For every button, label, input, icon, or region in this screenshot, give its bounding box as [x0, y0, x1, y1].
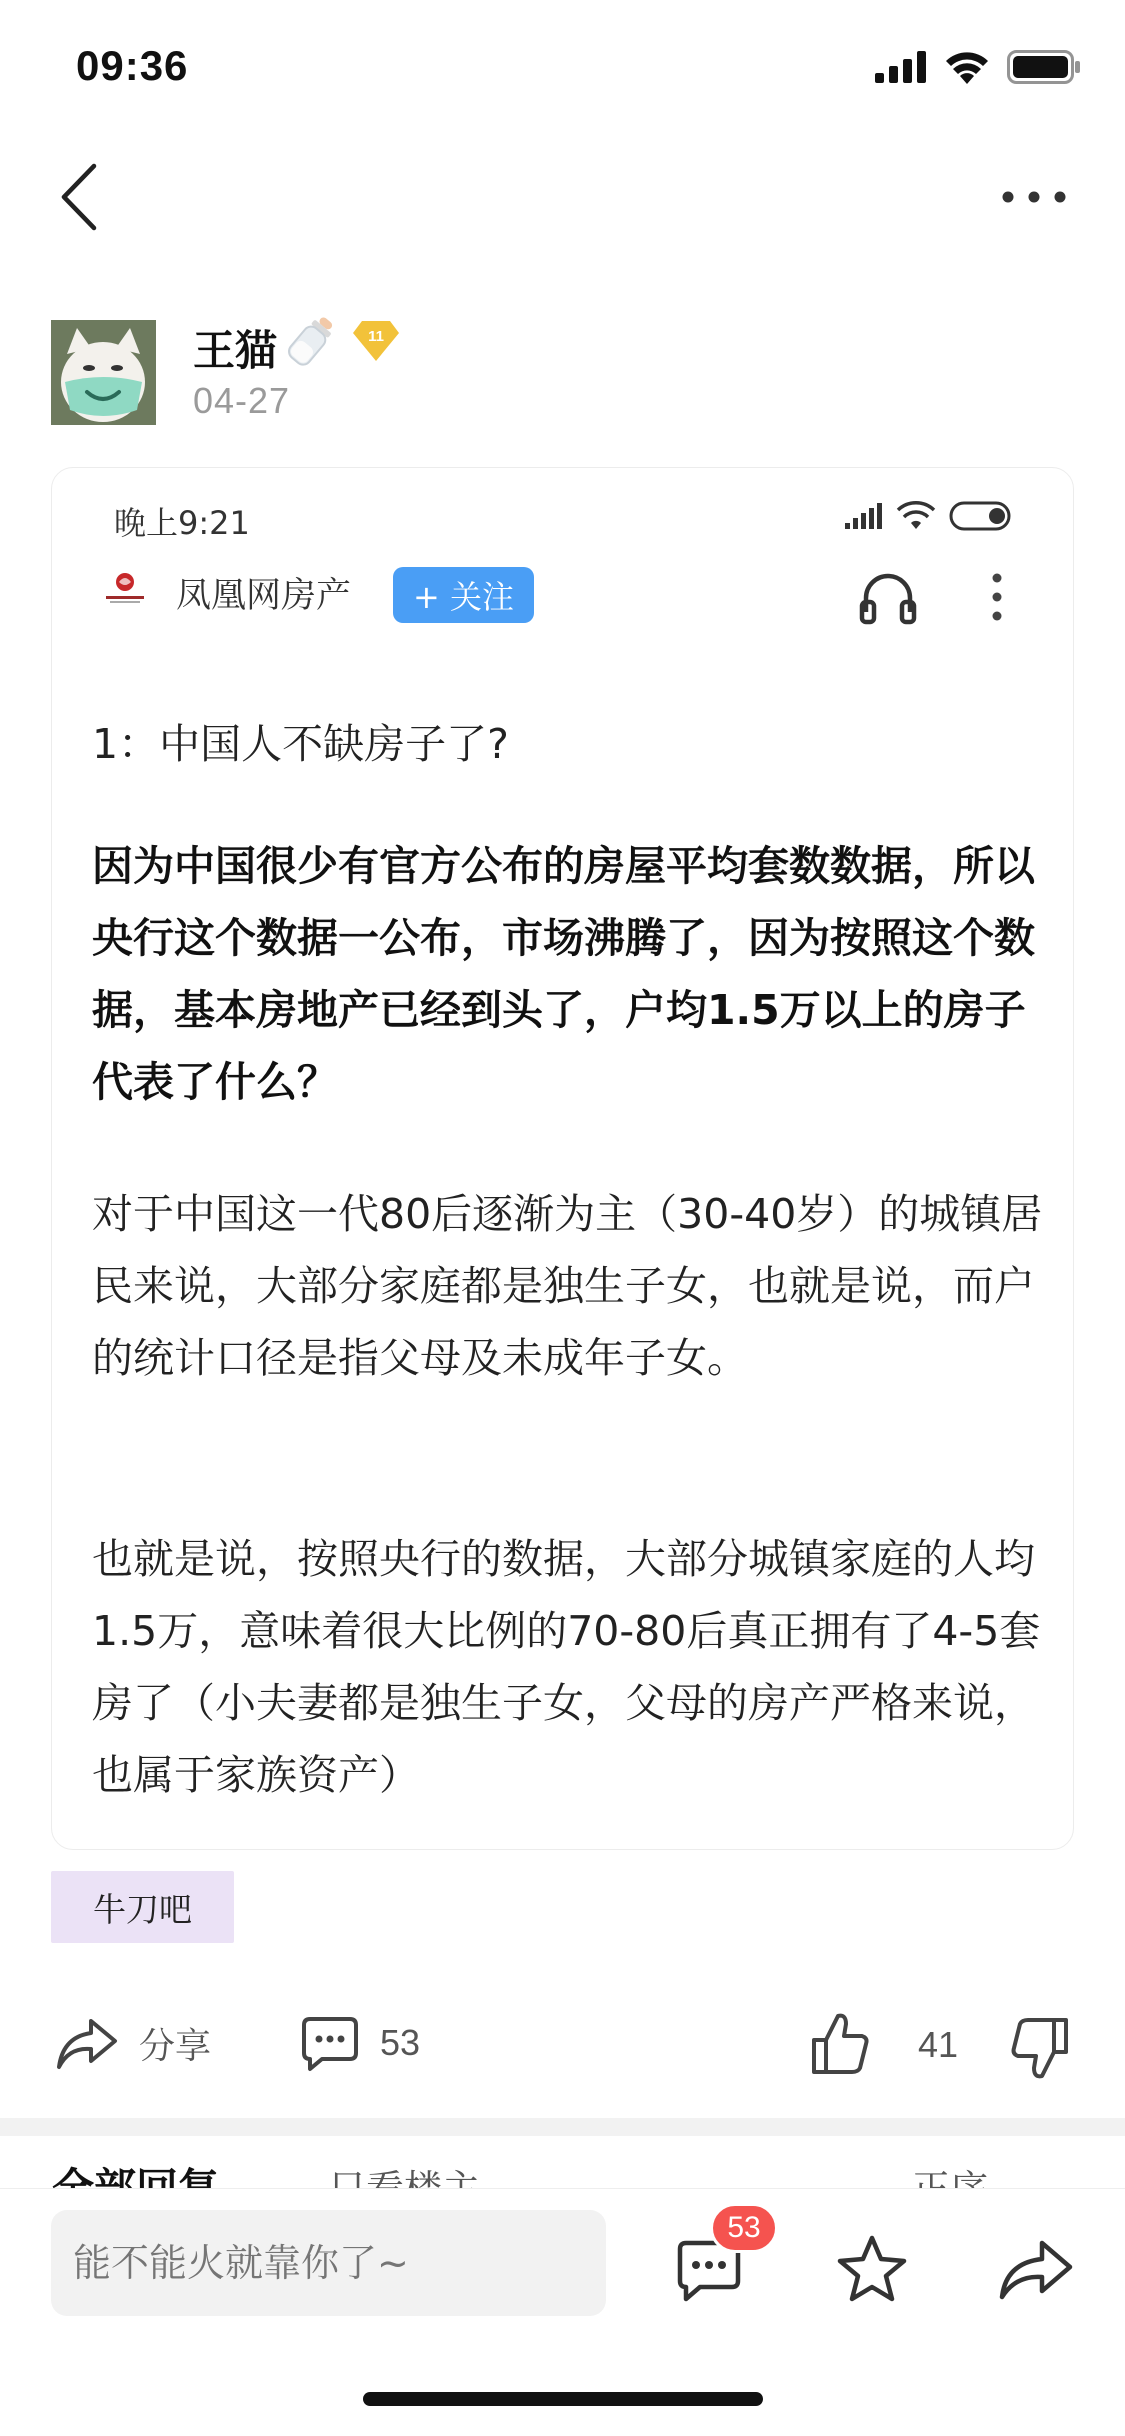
inner-status-time: 晚上9:21 — [114, 504, 250, 542]
cellular-signal-icon — [875, 51, 927, 83]
section-divider — [0, 2118, 1125, 2136]
inner-status-icons — [845, 501, 1015, 531]
follow-button: + 关注 — [393, 567, 534, 623]
home-indicator — [363, 2392, 763, 2406]
share-label: 分享 — [139, 2025, 212, 2067]
article-bold-paragraph: 因为中国很少有官方公布的房屋平均套数数据，所以央行这个数据一公布，市场沸腾了，因为按照这个数据，基本房地产已经到头了，户均1.5万以上的房子代表了什么？ — [92, 842, 1035, 1106]
baby-bottle-icon — [282, 312, 340, 370]
comments-header — [0, 2136, 1125, 2188]
inner-more-icon — [990, 572, 1004, 622]
share-icon — [55, 2015, 119, 2071]
source-name: 凤凰网房产 — [176, 576, 352, 616]
level-number: 11 — [368, 328, 384, 345]
article-paragraph-3: 也就是说，按照央行的数据，大部分城镇家庭的人均1.5万，意味着很大比例的70-80后真正拥有了4-5套房了（小夫妻都是独生子女，父母的房产严格来说，也属于家族资产） — [92, 1535, 1041, 1799]
article-title: 1：中国人不缺房子了? — [92, 720, 509, 768]
battery-icon — [1007, 50, 1081, 84]
more-options-button[interactable] — [999, 182, 1069, 212]
post-date: 04-27 — [193, 380, 291, 421]
comment-icon — [300, 2015, 360, 2071]
embedded-screenshot-card[interactable] — [51, 467, 1074, 1850]
comment-count: 53 — [380, 2022, 421, 2063]
inner-wifi-icon — [897, 502, 935, 530]
back-button[interactable] — [56, 162, 106, 232]
thumbs-up-icon[interactable] — [810, 2010, 870, 2076]
thumbs-down-icon[interactable] — [1008, 2016, 1070, 2082]
comment-count-badge: 53 — [710, 2203, 778, 2253]
ifeng-logo-icon — [102, 570, 148, 606]
cat-avatar-image — [51, 320, 156, 425]
level-badge-icon — [352, 319, 400, 363]
star-icon[interactable] — [836, 2233, 908, 2305]
like-count: 41 — [918, 2024, 959, 2065]
share-icon[interactable] — [998, 2237, 1074, 2301]
status-icons — [875, 50, 1081, 84]
author-name[interactable]: 王猫 — [193, 326, 278, 375]
avatar[interactable] — [51, 320, 156, 425]
share-button[interactable] — [55, 2015, 211, 2071]
headphone-icon — [858, 568, 918, 626]
inner-signal-icon — [845, 503, 883, 529]
comments-button[interactable] — [300, 2015, 420, 2071]
reply-input[interactable] — [51, 2210, 606, 2316]
status-time: 09:36 — [76, 42, 189, 89]
wifi-icon — [945, 50, 989, 84]
forum-tag[interactable]: 牛刀吧 — [51, 1871, 234, 1943]
inner-battery-icon — [949, 501, 1015, 531]
article-paragraph-2: 对于中国这一代80后逐渐为主（30-40岁）的城镇居民来说，大部分家庭都是独生子女，也就是说，而户的统计口径是指父母及未成年子女。 — [92, 1190, 1043, 1382]
author-badges — [282, 312, 400, 370]
